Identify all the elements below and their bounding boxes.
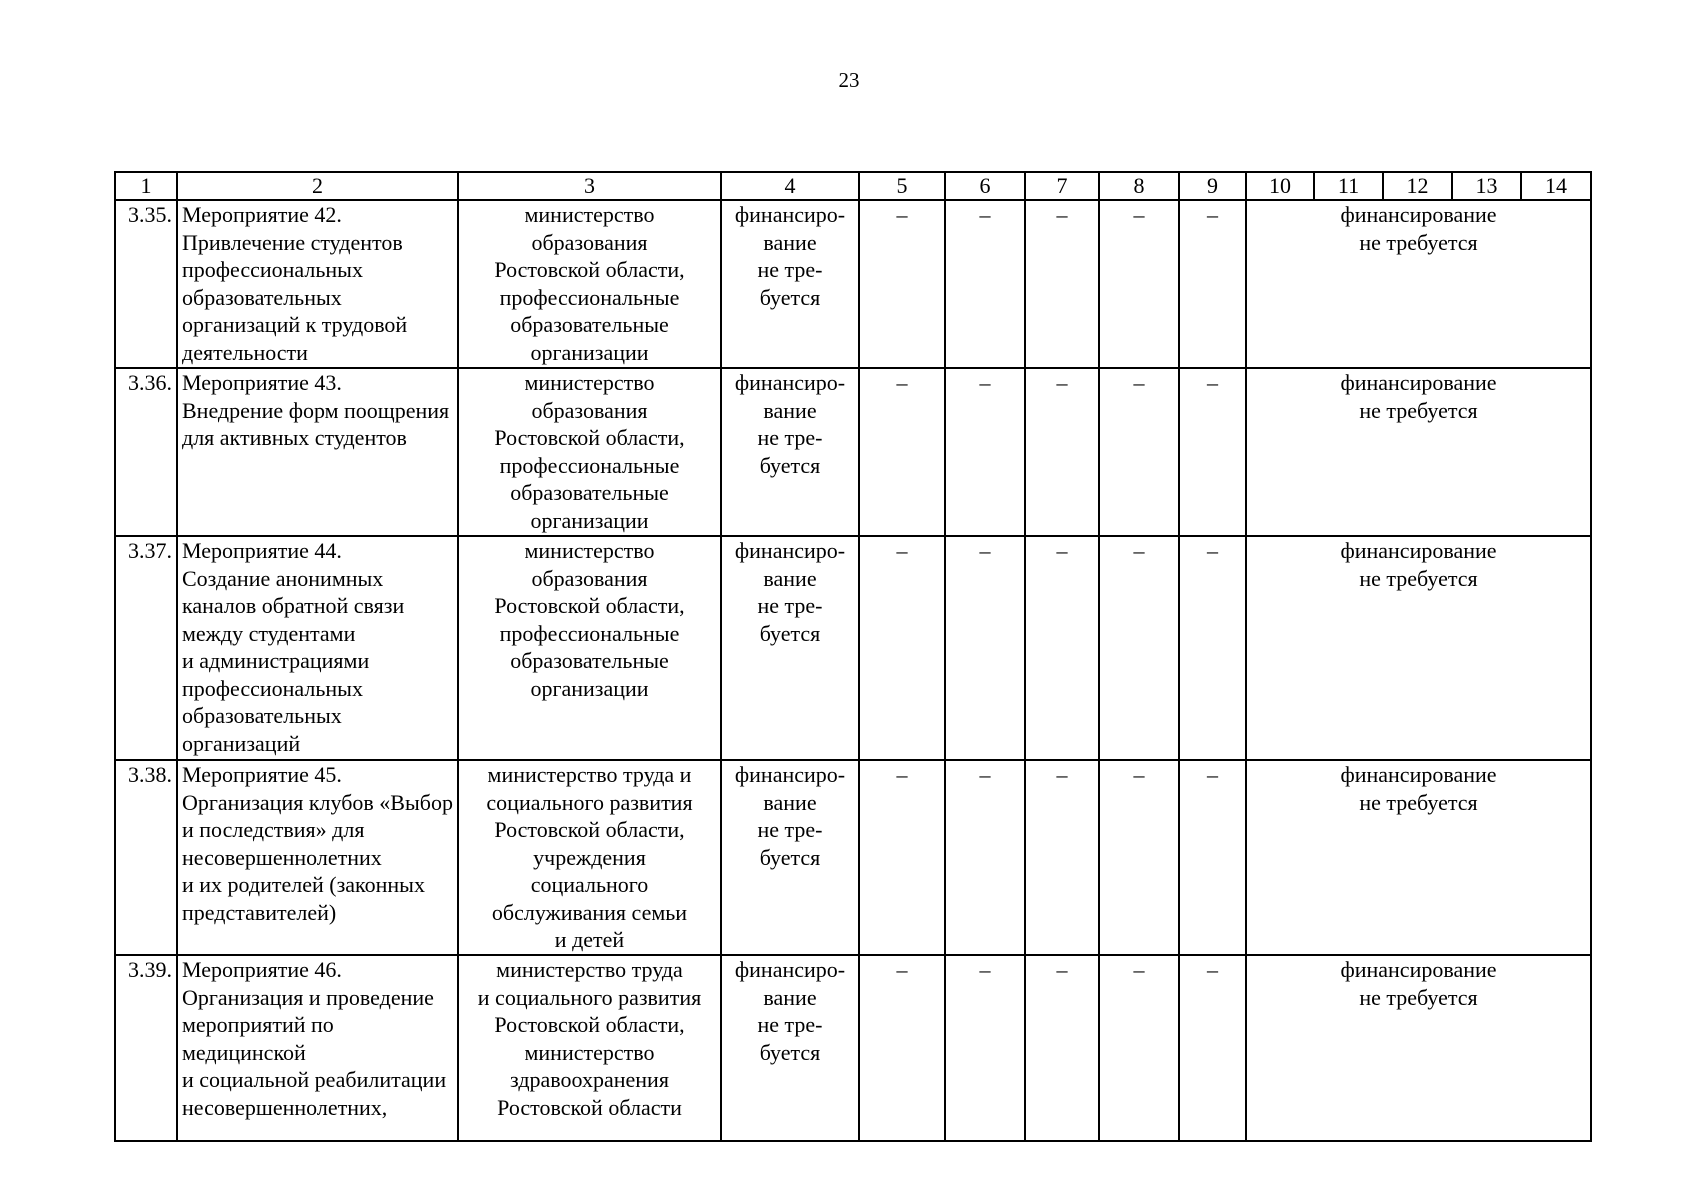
financing-source: финансиро- вание не тре- буется — [721, 368, 859, 536]
column-header: 8 — [1099, 172, 1179, 200]
column-header: 13 — [1452, 172, 1521, 200]
executor: министерство труда и социального развития Ростовской области, учреждения социального обслуживания семьи и детей — [458, 760, 721, 955]
column-header: 9 — [1179, 172, 1246, 200]
executor: министерство образования Ростовской области, профессиональные образовательные организации — [458, 368, 721, 536]
value-cell: – — [1099, 368, 1179, 536]
value-cell: – — [1025, 536, 1099, 760]
row-number: 3.39. — [115, 955, 177, 1141]
table-row — [115, 760, 1591, 955]
value-cell: – — [1179, 368, 1246, 536]
value-cell: – — [859, 200, 945, 368]
row-number: 3.36. — [115, 368, 177, 536]
value-cell: – — [945, 955, 1025, 1141]
row-number: 3.37. — [115, 536, 177, 760]
measures-table — [114, 171, 1592, 1142]
column-header: 1 — [115, 172, 177, 200]
value-cell: – — [1025, 200, 1099, 368]
column-header: 14 — [1521, 172, 1591, 200]
value-cell: – — [1025, 368, 1099, 536]
column-header: 4 — [721, 172, 859, 200]
table-row — [115, 536, 1591, 760]
financing-source: финансиро- вание не тре- буется — [721, 200, 859, 368]
page-number: 23 — [838, 68, 860, 92]
financing-source: финансиро- вание не тре- буется — [721, 536, 859, 760]
column-header: 2 — [177, 172, 458, 200]
value-cell: – — [859, 955, 945, 1141]
row-number: 3.38. — [115, 760, 177, 955]
column-header: 3 — [458, 172, 721, 200]
executor: министерство образования Ростовской области, профессиональные образовательные организации — [458, 200, 721, 368]
value-cell: – — [1099, 760, 1179, 955]
value-cell: – — [1179, 955, 1246, 1141]
measure-title: Мероприятие 44. Создание анонимных каналов обратной связи между студентами и администрациями профессиональных образовательных организаций — [177, 536, 458, 760]
value-cell: – — [1099, 200, 1179, 368]
financing-note: финансирование не требуется — [1246, 760, 1591, 955]
table-row — [115, 955, 1591, 1141]
value-cell: – — [1025, 760, 1099, 955]
column-number-header-row — [115, 172, 1591, 200]
value-cell: – — [1179, 536, 1246, 760]
measure-title: Мероприятие 43. Внедрение форм поощрения для активных студентов — [177, 368, 458, 536]
row-number: 3.35. — [115, 200, 177, 368]
executor: министерство труда и социального развития Ростовской области, министерство здравоохранения Ростовской области — [458, 955, 721, 1141]
financing-note: финансирование не требуется — [1246, 368, 1591, 536]
value-cell: – — [1099, 536, 1179, 760]
financing-note: финансирование не требуется — [1246, 955, 1591, 1141]
value-cell: – — [859, 760, 945, 955]
table-row — [115, 200, 1591, 368]
financing-note: финансирование не требуется — [1246, 200, 1591, 368]
value-cell: – — [945, 760, 1025, 955]
value-cell: – — [1099, 955, 1179, 1141]
measure-title: Мероприятие 42. Привлечение студентов профессиональных образовательных организаций к трудовой деятельности — [177, 200, 458, 368]
column-header: 12 — [1383, 172, 1452, 200]
column-header: 10 — [1246, 172, 1314, 200]
financing-note: финансирование не требуется — [1246, 536, 1591, 760]
column-header: 7 — [1025, 172, 1099, 200]
value-cell: – — [945, 200, 1025, 368]
measure-title: Мероприятие 45. Организация клубов «Выбор и последствия» для несовершеннолетних и их родителей (законных представителей) — [177, 760, 458, 955]
value-cell: – — [859, 536, 945, 760]
financing-source: финансиро- вание не тре- буется — [721, 955, 859, 1141]
table-row — [115, 368, 1591, 536]
value-cell: – — [1179, 200, 1246, 368]
value-cell: – — [859, 368, 945, 536]
measure-title: Мероприятие 46. Организация и проведение мероприятий по медицинской и социальной реабилитации несовершеннолетних, — [177, 955, 458, 1141]
column-header: 6 — [945, 172, 1025, 200]
value-cell: – — [1025, 955, 1099, 1141]
column-header: 5 — [859, 172, 945, 200]
value-cell: – — [1179, 760, 1246, 955]
financing-source: финансиро- вание не тре- буется — [721, 760, 859, 955]
executor: министерство образования Ростовской области, профессиональные образовательные организации — [458, 536, 721, 760]
value-cell: – — [945, 368, 1025, 536]
value-cell: – — [945, 536, 1025, 760]
column-header: 11 — [1314, 172, 1383, 200]
